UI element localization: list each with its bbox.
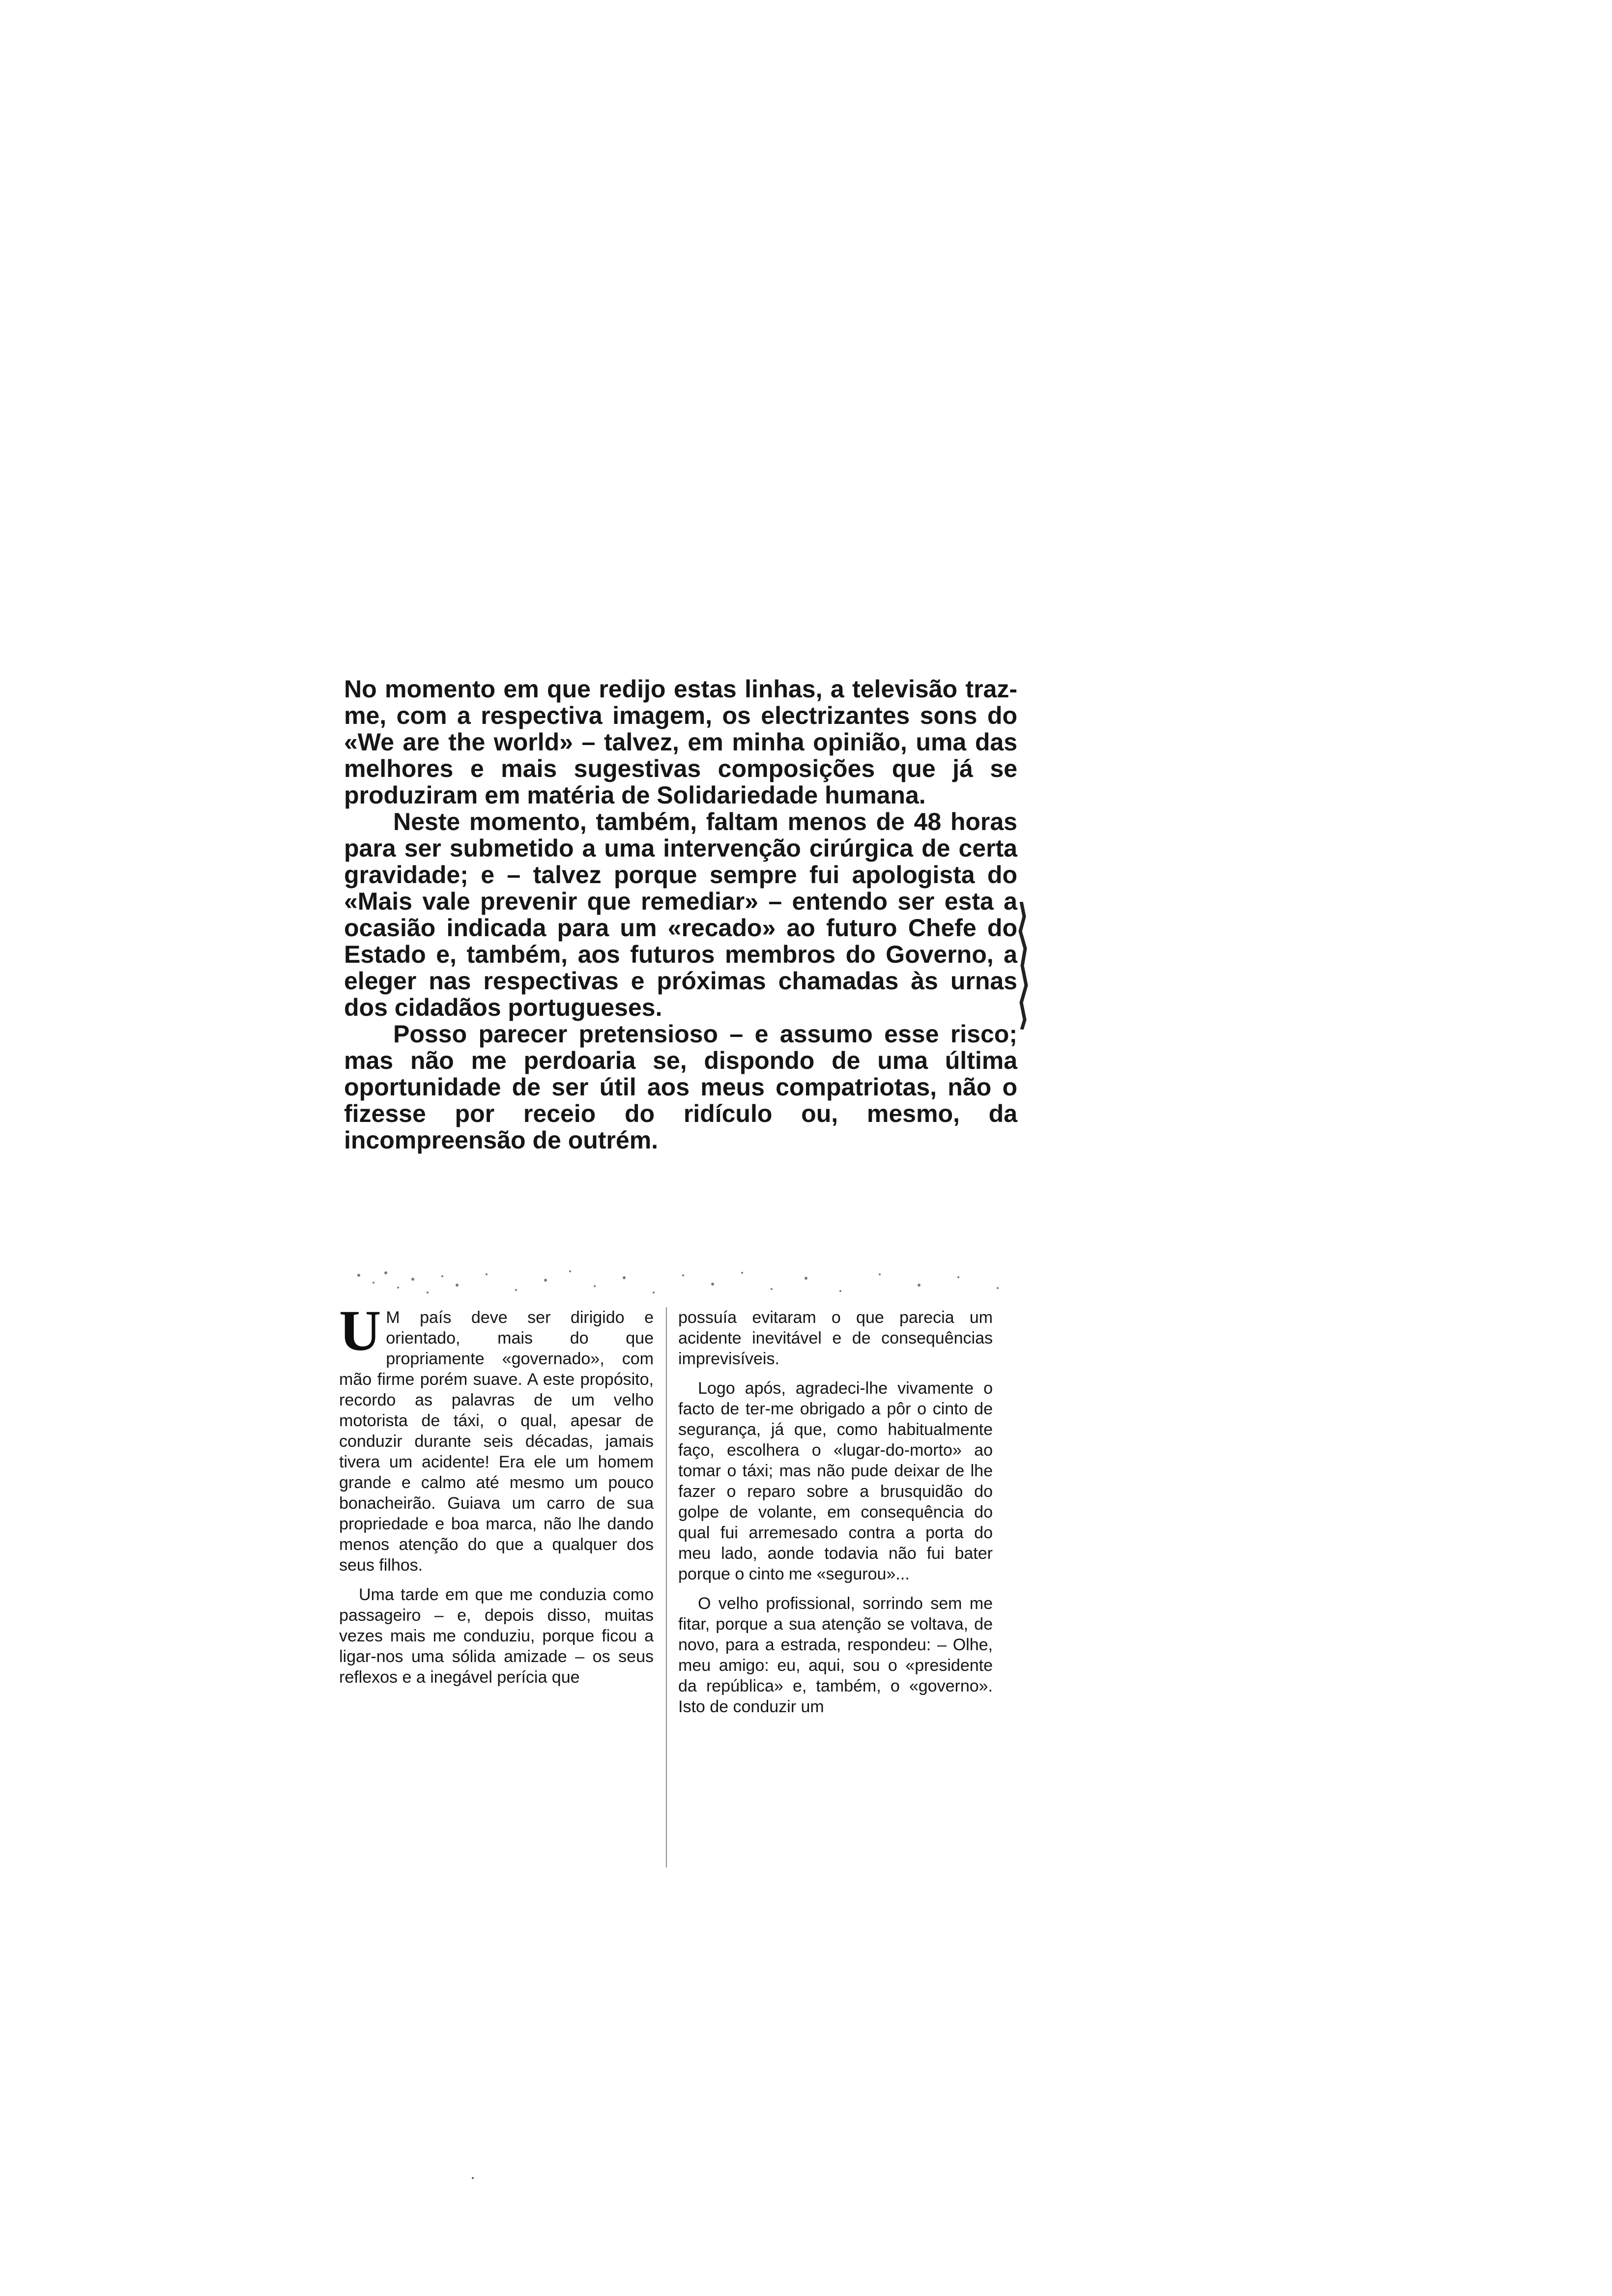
column-divider [666, 1307, 667, 1867]
intro-paragraph-2: Neste momento, também, faltam menos de 48 horas para ser submetido a uma intervenção cirúrgica de certa gravidade; e – talvez porque sempre fui apologista do «Mais vale prevenir que remediar» – entendo ser esta a ocasião indicada para um «recado» ao futuro Chefe do Estado e, também, aos futuros membros do Governo, a eleger nas respectivas e próximas chamadas às urnas dos cidadãos portugueses. [344, 808, 1017, 1021]
dropcap-letter: U [339, 1298, 381, 1363]
stray-speck [472, 2177, 474, 2179]
right-paragraph-3: O velho profissional, sorrindo sem me fitar, porque a sua atenção se voltava, de novo, para a estrada, respondeu: – Olhe, meu amigo: eu, aqui, sou o «presidente da república» e, também, o «governo». Isto de conduzir um [678, 1594, 993, 1716]
left-column [339, 1298, 654, 1696]
left-paragraph-1-text: M país deve ser dirigido e orientado, mais do que propriamente «governado», com mão firme porém suave. A este propósito, recordo as palavras de um velho motorista de táxi, o qual, apesar de conduzir durante seis décadas, jamais tivera um acidente! Era ele um homem grande e calmo até mesmo um pouco bonacheirão. Guiava um carro de sua propriedade e boa marca, não lhe dando menos atenção do que a qualquer dos seus filhos. [339, 1308, 654, 1575]
right-column [678, 1307, 993, 1726]
intro-text [344, 676, 1017, 1153]
right-paragraph-2: Logo após, agradeci-lhe vivamente o facto de ter-me obrigado a pôr o cinto de segurança, já que, como habitualmente faço, escolhera o «lugar-do-morto» ao tomar o táxi; mas não pude deixar de lhe fazer o reparo sobre a brusquidão do golpe de volante, em consequência do qual fui arremesado contra a porta do meu lado, aonde todavia não fui bater porque o cinto me «segurou»... [678, 1379, 993, 1583]
torn-edge-mark [1017, 902, 1029, 1030]
newspaper-clipping [339, 676, 1027, 1890]
left-paragraph-2: Uma tarde em que me conduzia como passageiro – e, depois disso, muitas vezes mais me conduziu, porque ficou a ligar-nos uma sólida amizade – os seus reflexos e a inegável perícia que [339, 1585, 654, 1687]
intro-paragraph-1: No momento em que redijo estas linhas, a televisão traz-me, com a respectiva imagem, os electrizantes sons do «We are the world» – talvez, em minha opinião, uma das melhores e mais sugestivas composições que já se produziram em matéria de Solidariedade humana. [344, 675, 1017, 809]
intro-paragraph-3: Posso parecer pretensioso – e assumo esse risco; mas não me perdoaria se, dispondo de uma última oportunidade de ser útil aos meus compatriotas, não o fizesse por receio do ridículo ou, mesmo, da incompreensão de outrém. [344, 1020, 1017, 1154]
left-paragraph-1 [339, 1298, 654, 1576]
right-paragraph-1: possuía evitaram o que parecia um acidente inevitável e de consequências imprevisíveis. [678, 1308, 993, 1368]
print-noise-band [339, 1265, 1017, 1300]
